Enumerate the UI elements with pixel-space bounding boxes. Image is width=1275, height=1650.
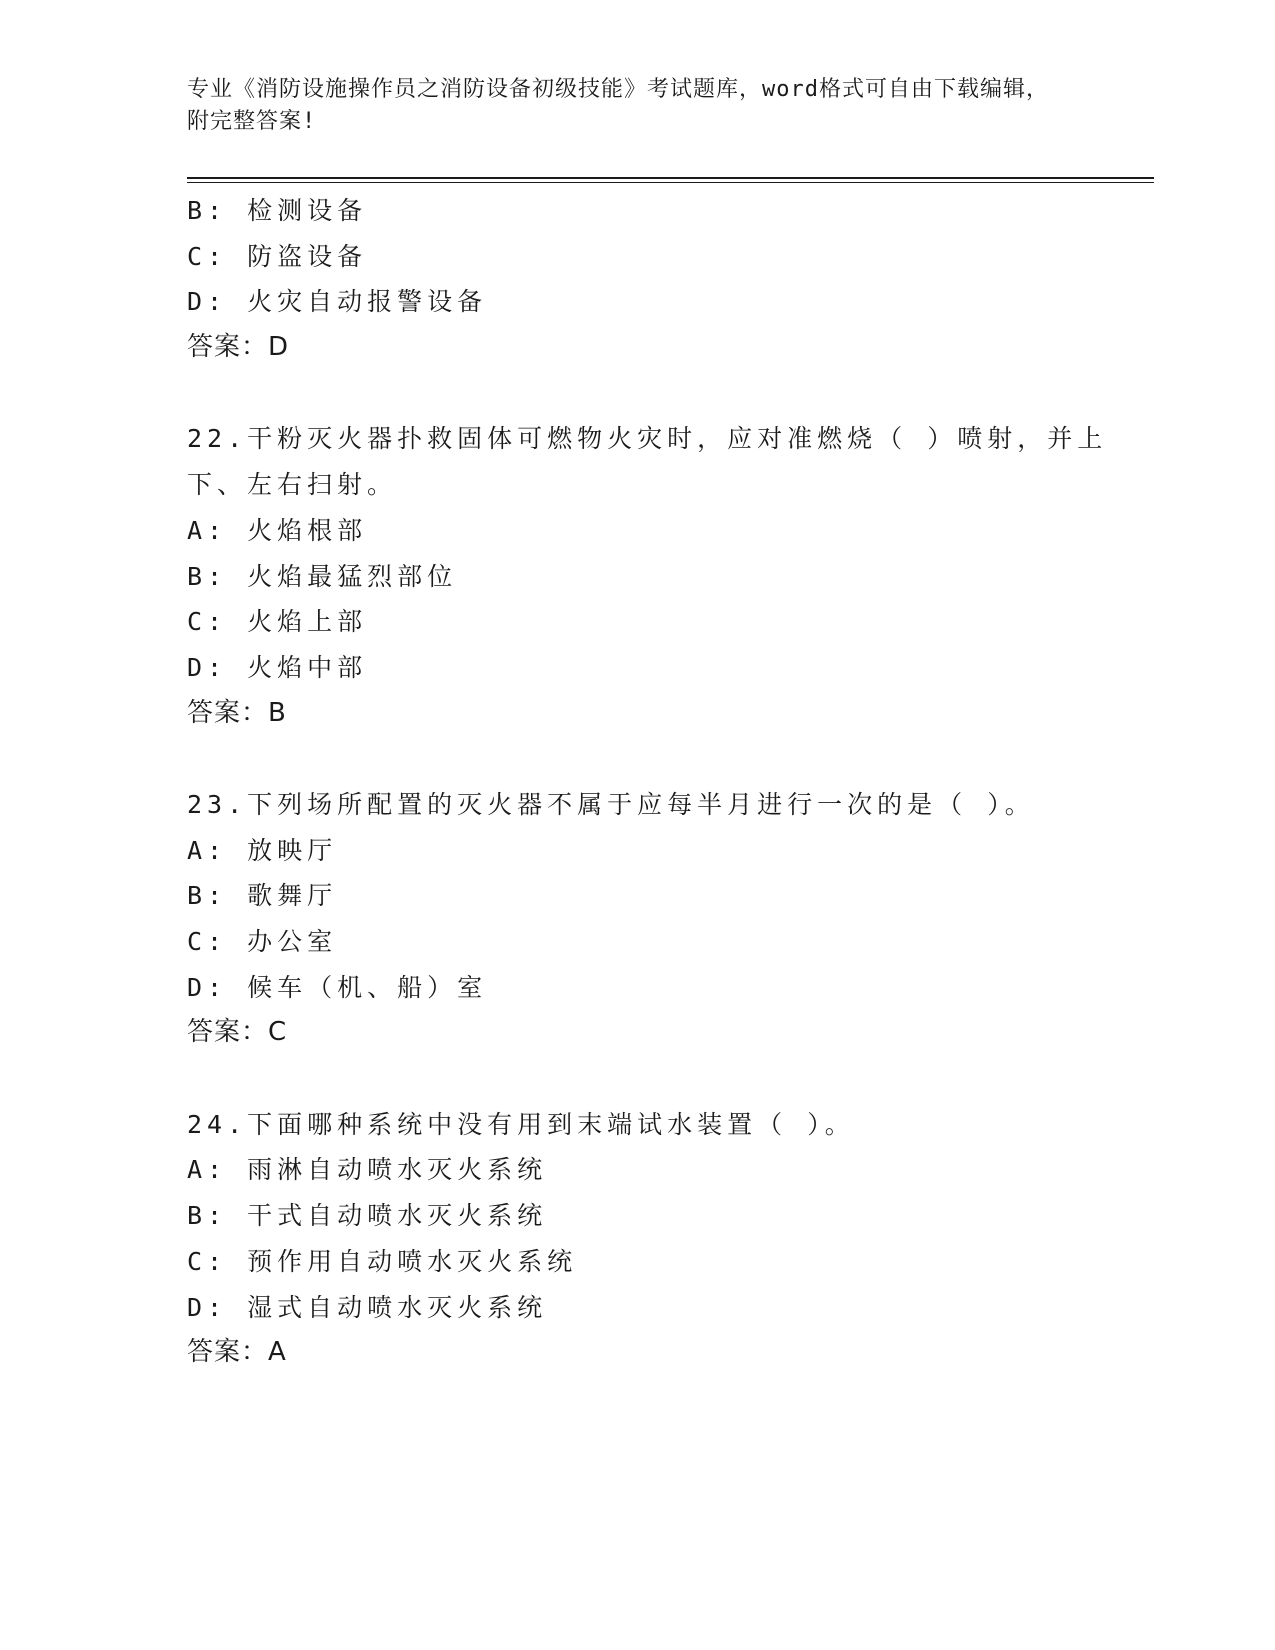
option-d: D: 湿式自动喷水灭火系统 bbox=[187, 1292, 548, 1322]
option-d: D: 火灾自动报警设备 bbox=[187, 287, 488, 317]
option-b: B: 检测设备 bbox=[187, 196, 368, 225]
question-23 bbox=[187, 782, 1087, 1056]
spacer bbox=[187, 736, 1087, 782]
spacer bbox=[187, 1056, 1087, 1102]
question-22 bbox=[187, 416, 1108, 736]
question-list bbox=[187, 188, 1108, 1376]
option-c: C: 预作用自动喷水灭火系统 bbox=[187, 1246, 578, 1276]
option-d: D: 候车（机、船）室 bbox=[187, 972, 488, 1002]
spacer bbox=[187, 371, 1087, 417]
answer-line: 答案：C bbox=[187, 1017, 288, 1048]
document-header: 专业《消防设施操作员之消防设备初级技能》考试题库，word格式可自由下载编辑，附完整答案! bbox=[187, 77, 1049, 134]
option-a: A: 放映厅 bbox=[187, 835, 338, 865]
header-divider-thick bbox=[187, 177, 1154, 179]
question-stem: 23.下列场所配置的灭火器不属于应每半月进行一次的是（ ）。 bbox=[187, 789, 1035, 819]
option-c: C: 火焰上部 bbox=[187, 607, 368, 637]
option-c: C: 办公室 bbox=[187, 927, 338, 956]
option-a: A: 雨淋自动喷水灭火系统 bbox=[187, 1155, 548, 1185]
question-stem-continued: 下、左右扫射。 bbox=[187, 470, 398, 500]
answer-line: 答案：A bbox=[187, 1337, 287, 1368]
question-21-continued bbox=[187, 188, 1087, 371]
question-24 bbox=[187, 1102, 1087, 1376]
option-b: B: 火焰最猛烈部位 bbox=[187, 561, 458, 591]
option-b: B: 干式自动喷水灭火系统 bbox=[187, 1201, 548, 1231]
answer-line: 答案：D bbox=[187, 332, 290, 363]
header-divider-thin bbox=[187, 182, 1154, 183]
option-a: A: 火焰根部 bbox=[187, 515, 368, 545]
option-d: D: 火焰中部 bbox=[187, 652, 368, 682]
answer-line: 答案：B bbox=[187, 697, 287, 728]
option-b: B: 歌舞厅 bbox=[187, 881, 338, 911]
option-c: C: 防盗设备 bbox=[187, 241, 368, 271]
question-stem: 22.干粉灭火器扑救固体可燃物火灾时，应对准燃烧（ ）喷射，并上 bbox=[187, 424, 1108, 454]
question-stem: 24.下面哪种系统中没有用到末端试水装置（ ）。 bbox=[187, 1109, 855, 1139]
